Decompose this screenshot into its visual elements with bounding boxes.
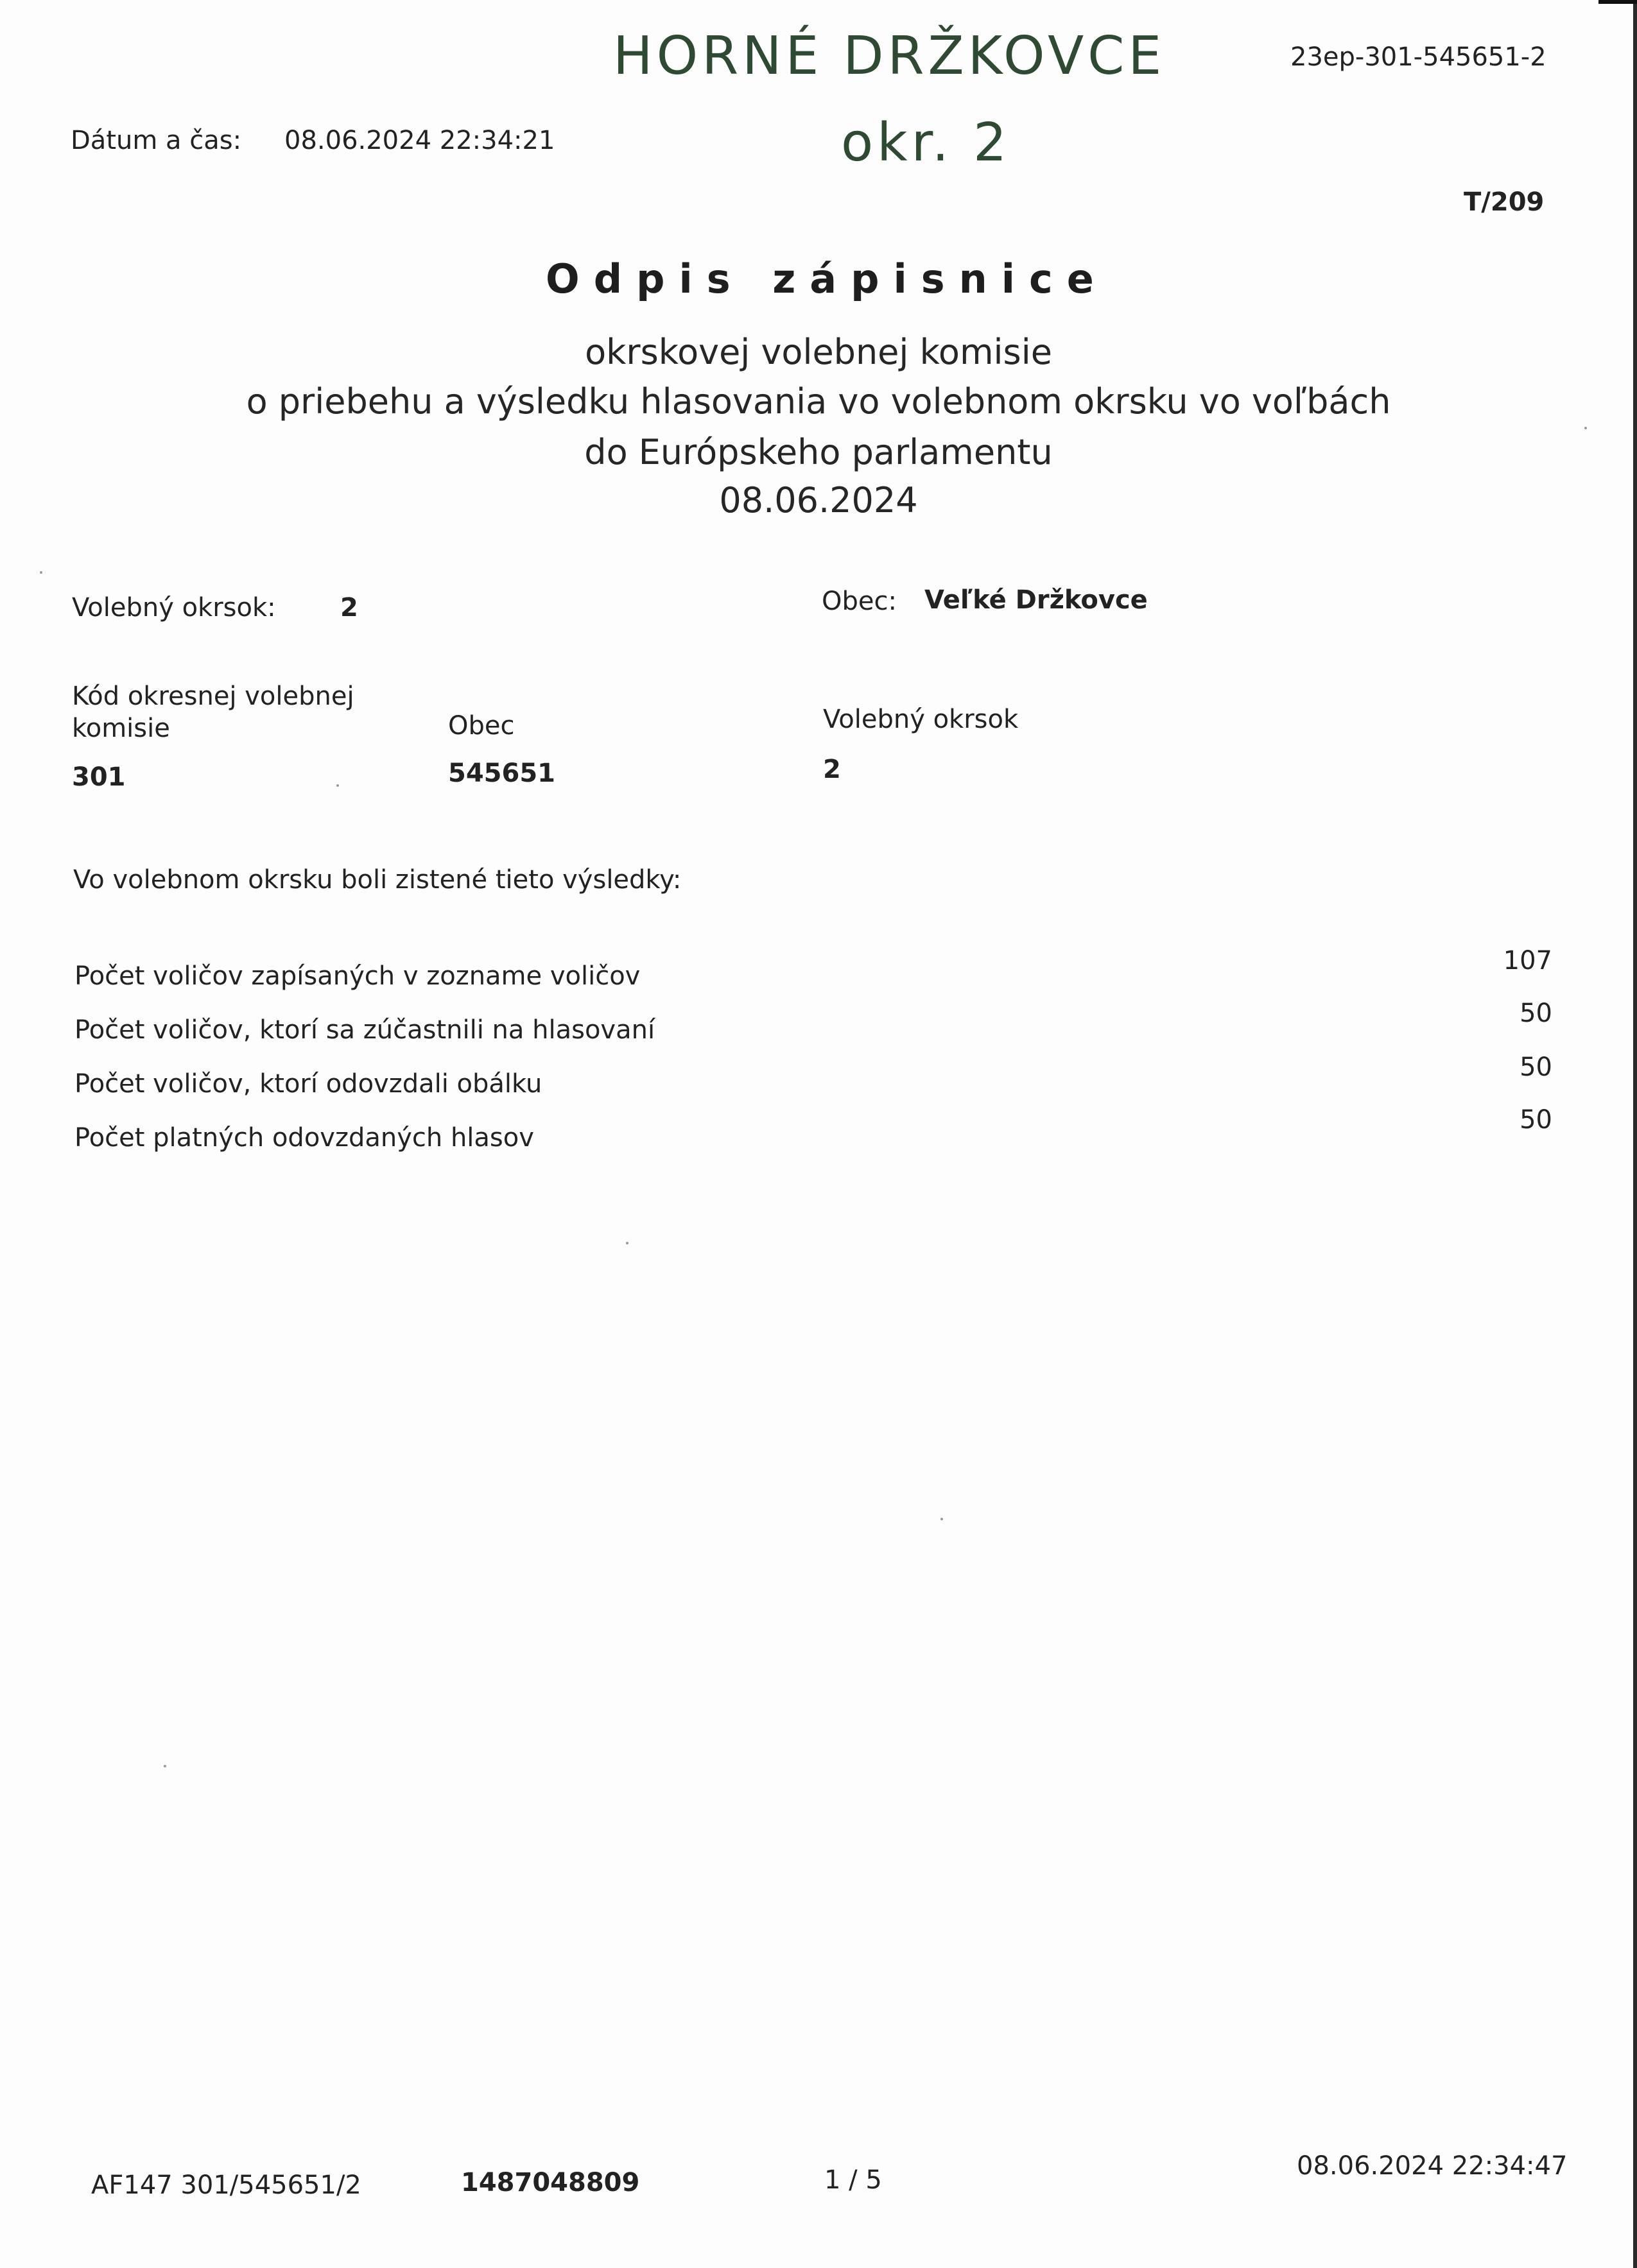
- datetime-label: Dátum a čas:: [71, 126, 242, 155]
- document-title: Odpis zápisnice: [546, 255, 1108, 302]
- footer-datetime: 08.06.2024 22:34:47: [1297, 2151, 1568, 2181]
- result-value: 107: [1503, 946, 1552, 975]
- subtitle-date: 08.06.2024: [719, 480, 918, 520]
- scan-speck: [336, 784, 339, 787]
- commission-value: 301: [72, 762, 126, 792]
- scan-speck: [626, 1242, 628, 1244]
- handwritten-district: okr. 2: [841, 112, 1011, 173]
- subtitle-line-3: do Európskeho parlamentu: [584, 432, 1053, 472]
- result-label: Počet platných odovzdaných hlasov: [74, 1123, 534, 1153]
- scan-edge-mark: [1598, 0, 1637, 4]
- result-value: 50: [1520, 999, 1552, 1028]
- result-label: Počet voličov zapísaných v zozname voličov: [74, 961, 641, 991]
- handwritten-municipality: HORNÉ DRŽKOVCE: [613, 26, 1166, 87]
- footer-number: 1487048809: [461, 2168, 640, 2197]
- municipality-value: Veľké Držkovce: [924, 585, 1148, 615]
- commission-label-1: Kód okresnej volebnej: [72, 682, 354, 711]
- scan-speck: [40, 571, 42, 574]
- subtitle-line-1: okrskovej volebnej komisie: [585, 332, 1052, 372]
- footer-reference: AF147 301/545651/2: [91, 2170, 361, 2200]
- district-value: 2: [340, 593, 358, 623]
- result-value: 50: [1520, 1105, 1552, 1135]
- okrsok-value: 2: [823, 755, 841, 784]
- result-label: Počet voličov, ktorí sa zúčastnili na hlasovaní: [74, 1015, 655, 1045]
- district-label: Volebný okrsok:: [72, 593, 276, 623]
- obec-value: 545651: [448, 759, 555, 788]
- scan-speck: [940, 1518, 943, 1520]
- municipality-label: Obec:: [822, 587, 897, 616]
- form-code: T/209: [1464, 187, 1545, 217]
- scan-speck: [1584, 427, 1587, 429]
- datetime-value: 08.06.2024 22:34:21: [284, 126, 555, 155]
- commission-label-2: komisie: [72, 714, 170, 743]
- subtitle-line-2: o priebehu a výsledku hlasovania vo volebnom okrsku vo voľbách: [246, 381, 1391, 422]
- obec-label: Obec: [448, 711, 515, 741]
- result-label: Počet voličov, ktorí odovzdali obálku: [74, 1069, 542, 1099]
- document-code: 23ep-301-545651-2: [1290, 42, 1546, 72]
- results-intro: Vo volebnom okrsku boli zistené tieto výsledky:: [73, 865, 682, 895]
- okrsok-label: Volebný okrsok: [823, 705, 1019, 734]
- result-value: 50: [1520, 1052, 1552, 1082]
- page-number: 1 / 5: [824, 2165, 882, 2195]
- scan-speck: [164, 1765, 166, 1767]
